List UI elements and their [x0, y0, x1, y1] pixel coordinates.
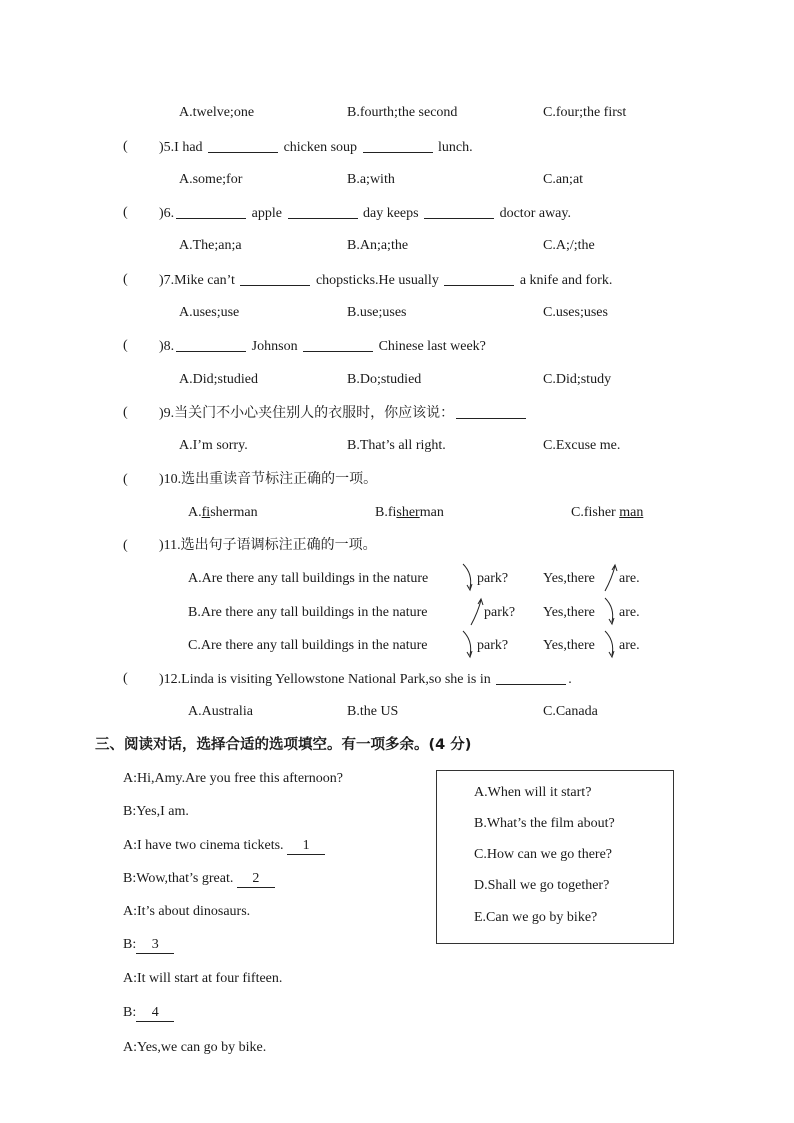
stressed-syllable: sher [396, 505, 420, 520]
q12-text: 12.Linda is visiting Yellowstone National Park,so she is in [163, 672, 491, 687]
q7-option-a: A.uses;use [179, 305, 240, 320]
q11-option-a-question: A.Are there any tall buildings in the nature [188, 571, 429, 586]
dialogue-line [123, 837, 325, 855]
answer-paren-close: ) [159, 339, 164, 354]
blank[interactable] [240, 271, 310, 286]
rising-intonation-arrow-icon [468, 596, 484, 628]
blank[interactable] [176, 204, 246, 219]
question-8-text [159, 337, 486, 356]
answer-blank[interactable]: 3 [136, 937, 174, 954]
q11-option-a-park: park? [477, 571, 509, 586]
blank[interactable] [208, 138, 278, 153]
answer-blank[interactable]: 2 [237, 871, 275, 888]
q11-text: 11.选出句子语调标注正确的一项。 [163, 538, 377, 553]
dialogue-text: B:Wow,that’s great. [123, 871, 234, 886]
answer-paren-close: ) [159, 538, 164, 553]
dialogue-line [123, 903, 250, 921]
dialogue-text: A:It’s about dinosaurs. [123, 904, 251, 919]
falling-intonation-arrow-icon [602, 629, 618, 661]
answer-paren-close: ) [159, 273, 164, 288]
dialogue-line [123, 1039, 266, 1057]
q4-option-a: A.twelve;one [179, 105, 255, 120]
q12-end: . [568, 672, 572, 687]
choice-e: E.Can we go by bike? [474, 910, 598, 925]
dialogue-line [123, 1004, 174, 1022]
answer-paren-close: ) [159, 472, 164, 487]
q9-option-b: B.That’s all right. [347, 438, 446, 453]
q8-prefix: 8. [163, 339, 175, 354]
choice-a: A.When will it start? [474, 785, 592, 800]
q9-option-c: C.Excuse me. [543, 438, 621, 453]
dialogue-text: B: [123, 1005, 137, 1020]
q5-suffix: lunch. [438, 140, 473, 155]
q11-option-b-answer: Yes,there [543, 605, 595, 620]
question-7-text [159, 271, 612, 290]
dialogue-line [123, 970, 282, 988]
dialogue-line [123, 870, 275, 888]
q12-option-c: C.Canada [543, 704, 598, 719]
falling-intonation-arrow-icon [602, 596, 618, 628]
q12-option-a: A.Australia [188, 704, 253, 719]
q5-prefix: 5.I had [163, 140, 203, 155]
q5-option-b: B.a;with [347, 172, 395, 187]
q4-option-c: C.four;the first [543, 105, 627, 120]
choice-d: D.Shall we go together? [474, 878, 610, 893]
q9-option-a: A.I’m sorry. [179, 438, 248, 453]
q11-option-c-park: park? [477, 638, 509, 653]
answer-paren-close: ) [159, 672, 164, 687]
answer-paren-open: ( [123, 272, 128, 287]
question-6-text [159, 204, 571, 223]
falling-intonation-arrow-icon [460, 629, 476, 661]
blank[interactable] [303, 337, 373, 352]
answer-paren-open: ( [123, 338, 128, 353]
q7-option-b: B.use;uses [347, 305, 407, 320]
dialogue-text: A:Yes,we can go by bike. [123, 1040, 267, 1055]
q11-option-a-end: are. [619, 571, 640, 586]
q6-option-a: A.The;an;a [179, 238, 242, 253]
q7-option-c: C.uses;uses [543, 305, 608, 320]
answer-paren-open: ( [123, 472, 128, 487]
answer-paren-close: ) [159, 206, 164, 221]
stressed-syllable: fi [201, 505, 211, 520]
question-12-text [159, 670, 572, 689]
q6-mid2: day keeps [363, 206, 419, 221]
q6-option-b: B.An;a;the [347, 238, 409, 253]
q8-suffix: Chinese last week? [378, 339, 486, 354]
q10-option-c [571, 504, 643, 522]
dialogue-line [123, 803, 189, 821]
question-10-text [159, 471, 377, 489]
q6-suffix: doctor away. [499, 206, 571, 221]
blank[interactable] [176, 337, 246, 352]
q10-option-b [375, 504, 444, 522]
answer-paren-open: ( [123, 139, 128, 154]
answer-paren-close: ) [159, 140, 164, 155]
q9-prefix: 9.当关门不小心夹住别人的衣服时，你应该说： [163, 406, 455, 421]
q8-option-a: A.Did;studied [179, 372, 258, 387]
q10-text: 10.选出重读音节标注正确的一项。 [163, 472, 378, 487]
stressed-syllable: man [619, 505, 644, 520]
q11-option-b-question: B.Are there any tall buildings in the nature [188, 605, 428, 620]
q6-option-c: C.A;/;the [543, 238, 595, 253]
dialogue-text: A:I have two cinema tickets. [123, 838, 284, 853]
answer-blank[interactable]: 1 [287, 838, 325, 855]
q11-option-b-park: park? [484, 605, 516, 620]
q10-a-suffix: sherman [210, 505, 258, 520]
dialogue-line [123, 770, 343, 788]
falling-intonation-arrow-icon [460, 562, 476, 594]
question-9-text [159, 404, 528, 423]
q5-mid: chicken soup [283, 140, 358, 155]
choice-b: B.What’s the film about? [474, 816, 615, 831]
q10-b-prefix: B.fi [375, 505, 397, 520]
q7-prefix: 7.Mike can’t [163, 273, 235, 288]
q6-prefix: 6. [163, 206, 175, 221]
q11-option-b-end: are. [619, 605, 640, 620]
answer-paren-open: ( [123, 671, 128, 686]
dialogue-text: B: [123, 937, 137, 952]
q10-b-suffix: man [419, 505, 444, 520]
question-5-text [159, 138, 473, 157]
blank[interactable] [424, 204, 494, 219]
answer-blank[interactable]: 4 [136, 1005, 174, 1022]
dialogue-text: B:Yes,I am. [123, 804, 189, 819]
q7-mid: chopsticks.He usually [315, 273, 439, 288]
q11-option-c-question: C.Are there any tall buildings in the nature [188, 638, 428, 653]
dialogue-text: A:Hi,Amy.Are you free this afternoon? [123, 771, 343, 786]
answer-paren-open: ( [123, 538, 128, 553]
q11-option-a-answer: Yes,there [543, 571, 595, 586]
blank[interactable] [496, 670, 566, 685]
q4-option-b: B.fourth;the second [347, 105, 458, 120]
rising-intonation-arrow-icon [602, 562, 618, 594]
q5-option-c: C.an;at [543, 172, 584, 187]
dialogue-line [123, 936, 174, 954]
q8-option-c: C.Did;study [543, 372, 612, 387]
q5-option-a: A.some;for [179, 172, 243, 187]
answer-paren-open: ( [123, 405, 128, 420]
q7-suffix: a knife and fork. [519, 273, 613, 288]
q12-option-b: B.the US [347, 704, 399, 719]
blank[interactable] [288, 204, 358, 219]
question-11-text [159, 537, 377, 555]
q6-mid1: apple [251, 206, 282, 221]
dialogue-text: A:It will start at four fifteen. [123, 971, 283, 986]
section-3-title: 三、阅读对话，选择合适的选项填空。有一项多余。(4 分) [95, 737, 472, 753]
q10-a-prefix: A. [188, 505, 202, 520]
blank[interactable] [456, 404, 526, 419]
answer-paren-close: ) [159, 406, 164, 421]
q8-option-b: B.Do;studied [347, 372, 422, 387]
q11-option-c-end: are. [619, 638, 640, 653]
blank[interactable] [444, 271, 514, 286]
q8-mid: Johnson [251, 339, 298, 354]
choice-c: C.How can we go there? [474, 847, 613, 862]
answer-paren-open: ( [123, 205, 128, 220]
blank[interactable] [363, 138, 433, 153]
q10-option-a [188, 504, 258, 522]
q11-option-c-answer: Yes,there [543, 638, 595, 653]
q10-c-prefix: C.fisher [571, 505, 620, 520]
